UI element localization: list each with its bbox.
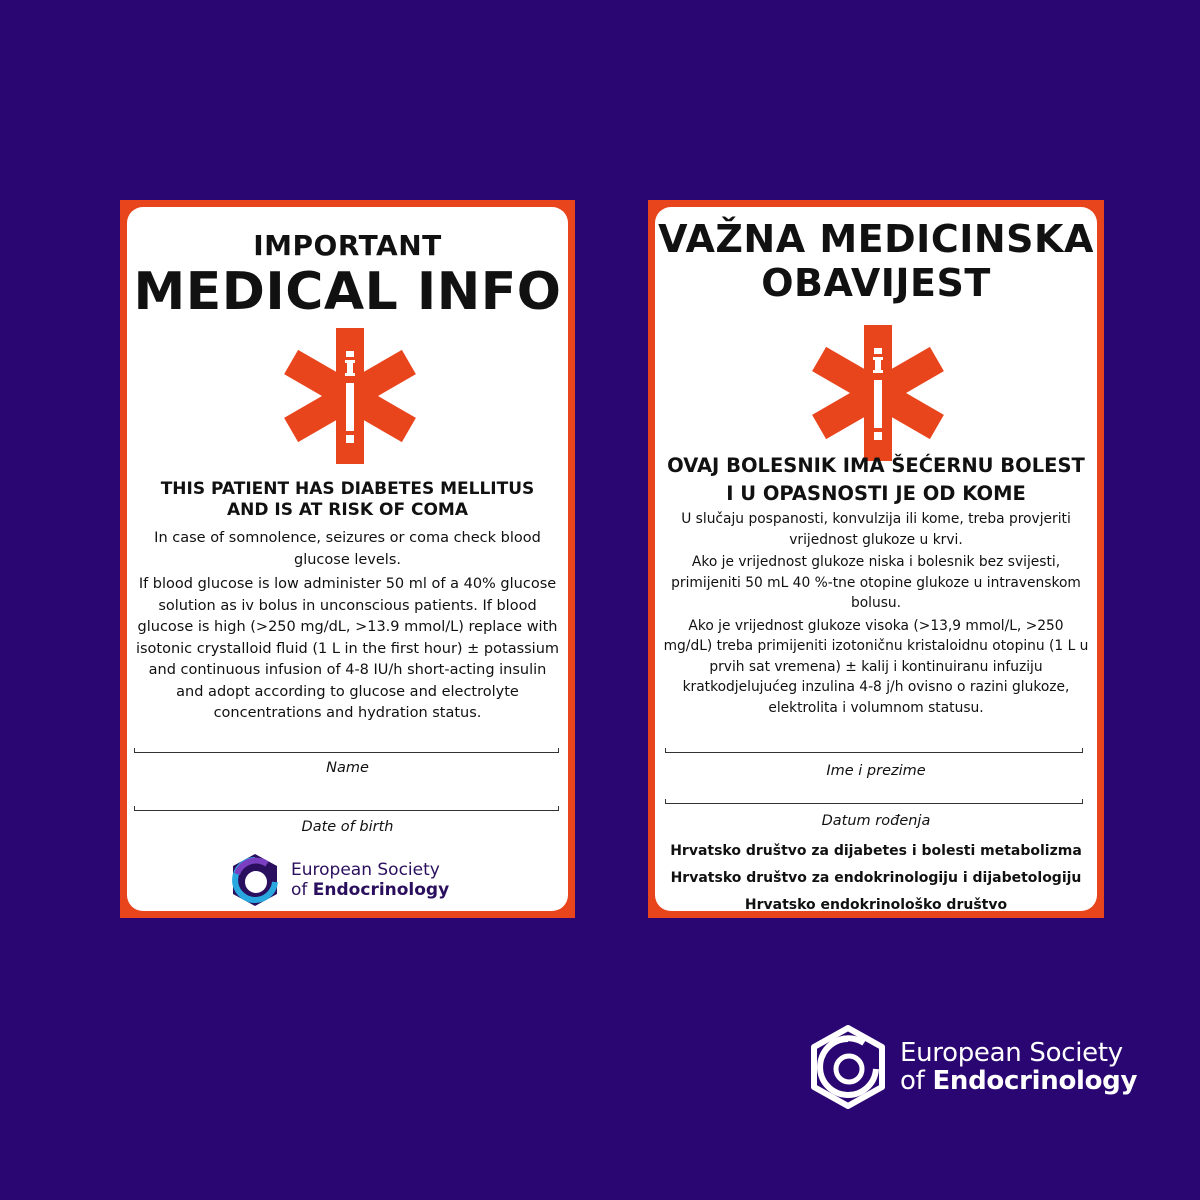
name-field-label: Name [326, 760, 369, 776]
ese-brand-bold: Endocrinology [932, 1066, 1138, 1096]
ese-logo-bold: Endocrinology [312, 880, 450, 900]
card-title-line: VAŽNA MEDICINSKA [658, 217, 1094, 261]
dob-field-line[interactable] [134, 810, 559, 811]
medical-card-croatian [648, 200, 1104, 918]
ese-logo-prefix: of [291, 880, 313, 900]
ese-logo [227, 852, 449, 908]
instruction-paragraph: If blood glucose is low administer 50 ml of a 40% glucose solution as iv bolus in unconscious patients. If blood glucose is high (>250 mg/dL, >13.9 mmol/L) replace with isotonic crystalloid fluid (1 L in the first hour) ± potassium and continuous infusion of 4-8 IU/h short-acting insulin and adopt according to glucose and electrolyte concentrations and hydration status. [135, 576, 560, 721]
medical-card-english [120, 200, 575, 918]
warning-heading-line: AND IS AT RISK OF COMA [227, 500, 468, 520]
name-field-label: Ime i prezime [826, 763, 926, 779]
card-body [655, 207, 1097, 911]
ese-logo-line: European Society [291, 860, 440, 880]
ese-brand-line [900, 1067, 1137, 1095]
ese-logo-icon [227, 852, 283, 908]
dob-field-line[interactable] [665, 803, 1083, 804]
ese-brand-prefix: of [900, 1066, 933, 1096]
society-name: Hrvatsko društvo za endokrinologiju i dijabetologiju [670, 870, 1082, 886]
ese-logo-line [291, 880, 449, 900]
ese-brand-text [900, 1039, 1137, 1095]
instructions [133, 528, 562, 728]
name-field-line[interactable] [665, 752, 1083, 753]
instruction-paragraph: Ako je vrijednost glukoze niska i bolesnik bez svijesti, primijeniti 50 mL 40 %-tne otopine glukoze u intravenskom bolusu. [671, 554, 1081, 611]
society-name: Hrvatsko endokrinološko društvo [744, 897, 1008, 913]
ese-logo-text [291, 860, 449, 900]
instruction-paragraph: U slučaju pospanosti, konvulzija ili kome, treba provjeriti vrijednost glukoze u krvi. [681, 511, 1071, 548]
instruction-paragraph: In case of somnolence, seizures or coma check blood glucose levels. [154, 530, 541, 568]
star-of-life-icon [810, 325, 946, 461]
society-name: Hrvatsko društvo za dijabetes i bolesti metabolizma [670, 843, 1082, 859]
warning-heading [127, 479, 568, 521]
ese-brand-logo [806, 1025, 1137, 1109]
name-field-line[interactable] [134, 752, 559, 753]
dob-field-label: Datum rođenja [821, 813, 931, 829]
instruction-paragraph: Ako je vrijednost glukoze visoka (>13,9 mmol/L, >250 mg/dL) treba primijeniti izotoničnu kristaloidnu otopinu (1 L u prvih sat vremena) ± kalij i kontinuiranu infuziju kratkodjelujućeg inzulina 4-8 j/h ovisno o razini glukoze, elektrolita i volumnom statusu. [663, 617, 1089, 716]
card-title [655, 217, 1097, 305]
warning-heading-line: OVAJ BOLESNIK IMA ŠEĆERNU BOLEST [667, 454, 1085, 477]
ese-brand-line: European Society [900, 1038, 1123, 1068]
warning-heading-line: I U OPASNOSTI JE OD KOME [726, 482, 1026, 505]
star-of-life-icon [282, 327, 418, 465]
warning-heading [655, 452, 1097, 508]
ese-logo-icon [806, 1025, 890, 1109]
card-title: MEDICAL INFO [133, 262, 562, 322]
dob-field-label: Date of birth [301, 819, 394, 835]
card-body [127, 207, 568, 911]
instructions [663, 509, 1089, 720]
card-pre-title: IMPORTANT [253, 229, 442, 262]
warning-heading-line: THIS PATIENT HAS DIABETES MELLITUS [160, 479, 535, 499]
card-title-line: OBAVIJEST [761, 261, 991, 305]
